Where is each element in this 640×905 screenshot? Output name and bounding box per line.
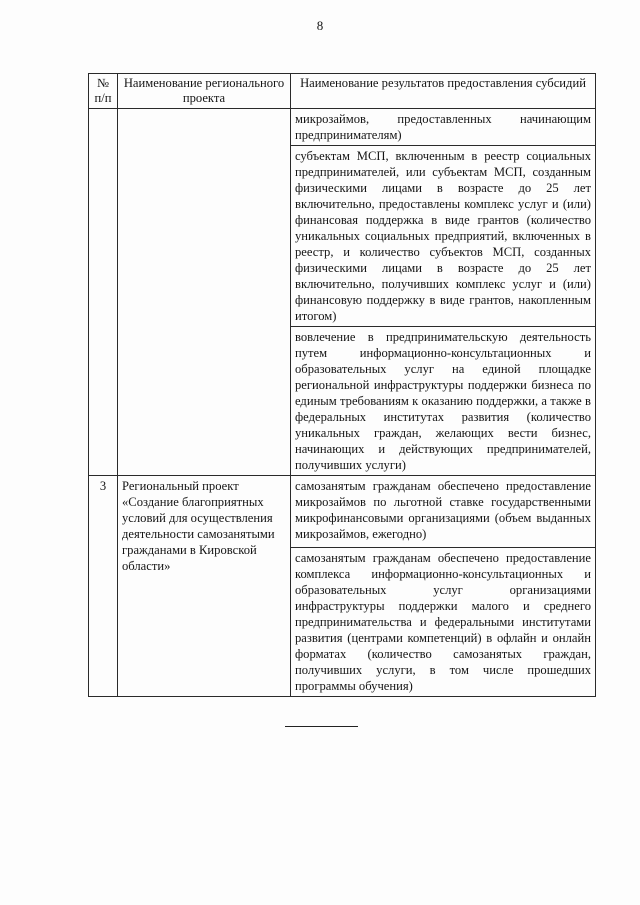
table-row: [89, 109, 596, 146]
project-name-cell: [118, 109, 291, 476]
regional-projects-table: [88, 73, 596, 697]
result-text: самозанятым гражданам обеспечено предоставление микрозаймов по льготной ставке государственными микрофинансовыми организациями (объем выданных микрозаймов, ежегодно): [295, 479, 591, 541]
result-cell: [291, 327, 596, 476]
table-header-row: [89, 74, 596, 109]
result-text: вовлечение в предпринимательскую деятельность путем информационно-консультационных и образовательных услуг на единой площадке региональной инфраструктуры поддержки бизнеса по единым требованиям к оказанию поддержки, а также в федеральных институтах развития (количество уникальных граждан, желающих вести бизнес, начинающих и действующих предпринимателей, получивших услуги): [295, 330, 591, 472]
result-text: самозанятым гражданам обеспечено предоставление комплекса информационно-консультационных и образовательных услуг организациями инфраструктуры поддержки малого и среднего предпринимательства и федеральными институтами развития (центрами компетенций) в офлайн и онлайн форматах (количество самозанятых граждан, получивших услуги, в том числе прошедших программы обучения): [295, 551, 591, 693]
end-of-document-rule: [285, 726, 358, 727]
header-results: Наименование результатов предоставления субсидий: [291, 74, 596, 109]
project-name-cell: Региональный проект «Создание благоприятных условий для осуществления деятельности самозанятыми гражданами в Кировской области»: [118, 476, 291, 697]
result-cell: [291, 109, 596, 146]
result-cell: [291, 146, 596, 327]
result-text: субъектам МСП, включенным в реестр социальных предпринимателей, или субъектам МСП, созданным физическими лицами в возрасте до 25 лет включительно, предоставлены комплекс услуг и (или) финансовая поддержка в виде грантов (количество уникальных социальных предприятий, включенных в реестр, и количество субъектов МСП, созданных физическими лицами в возрасте до 25 лет включительно, получивших комплекс услуг и (или) финансовую поддержку в виде грантов, накопленным итогом): [295, 149, 591, 323]
result-text: микрозаймов, предоставленных начинающим предпринимателям): [295, 112, 591, 142]
table-row: [89, 476, 596, 548]
result-cell: [291, 476, 596, 548]
page-number: 8: [316, 18, 324, 33]
header-number: № п/п: [89, 74, 118, 109]
result-cell: [291, 548, 596, 697]
header-project-name: Наименование регионального проекта: [118, 74, 291, 109]
row-number-cell: 3: [89, 476, 118, 697]
row-number-cell: [89, 109, 118, 476]
